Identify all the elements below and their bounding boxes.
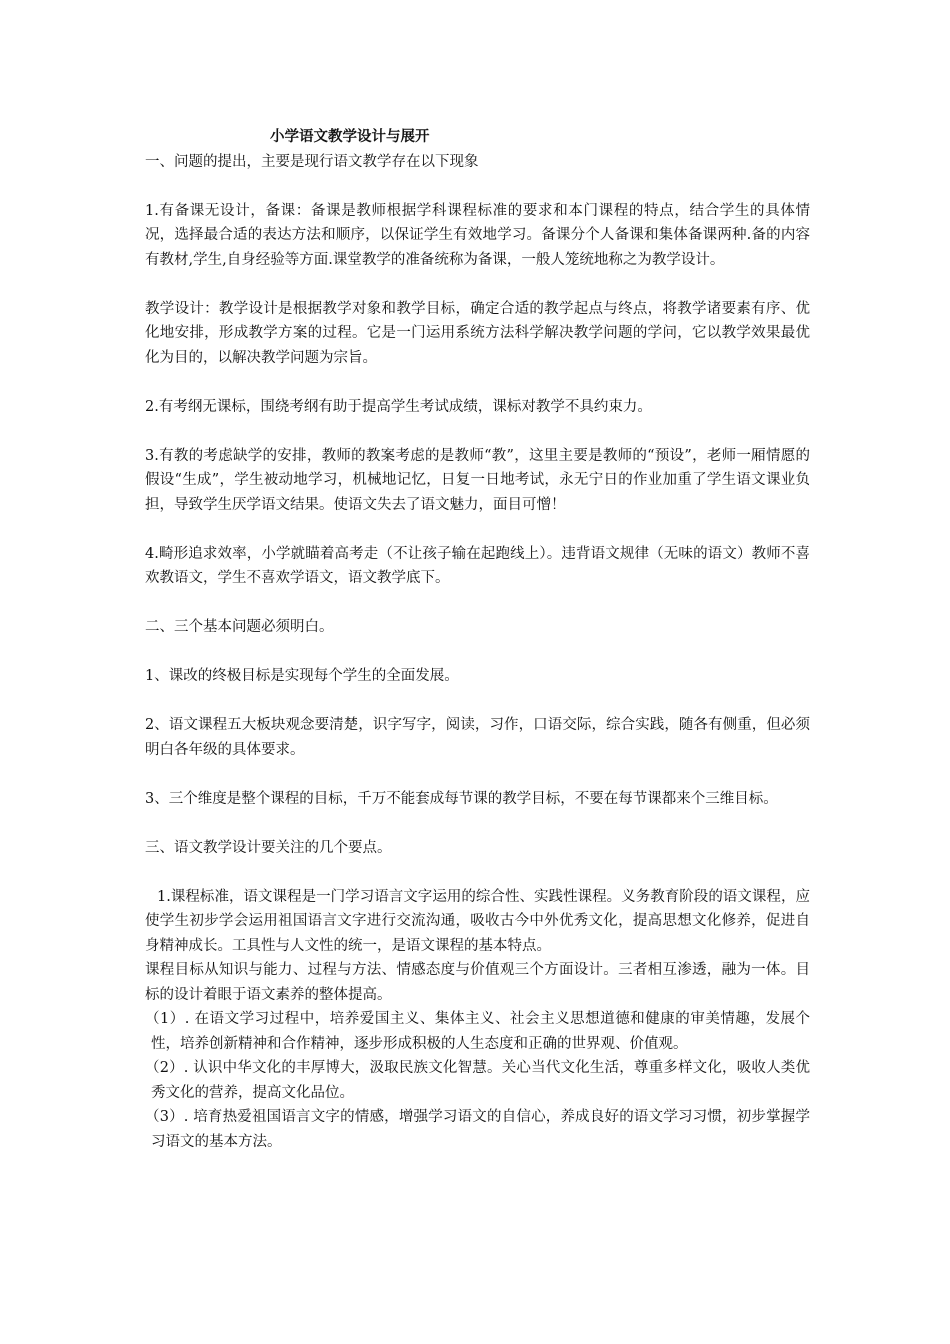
list-item-goal-3: （3）. 培育热爱祖国语言文字的情感，增强学习语文的自信心，养成良好的语文学习习惯，初步掌握学习语文的基本方法。 (145, 1109, 810, 1150)
document-title: 小学语文教学设计与展开 (270, 128, 430, 145)
list-item-goal-2: （2）. 认识中华文化的丰厚博大，汲取民族文化智慧。关心当代文化生活，尊重多样文化，吸收人类优秀文化的营养，提高文化品位。 (145, 1060, 810, 1101)
paragraph-ultimate-goal: 1、课改的终极目标是实现每个学生的全面发展。 (145, 668, 459, 684)
paragraph-teaching-design: 教学设计：教学设计是根据教学对象和教学目标，确定合适的教学起点与终点，将教学诸要素有序、优化地安排，形成教学方案的过程。它是一门运用系统方法科学解决教学问题的学问，它以教学效果最优化为目的，以解决教学问题为宗旨。 (145, 300, 810, 366)
section-heading-1: 一、问题的提出，主要是现行语文教学存在以下现象 (145, 153, 479, 170)
section-heading-2: 二、三个基本问题必须明白。 (145, 619, 334, 635)
paragraph-five-sections: 2、语文课程五大板块观念要清楚，识字写字，阅读，习作，口语交际，综合实践，随各有侧重，但必须明白各年级的具体要求。 (145, 717, 810, 758)
paragraph-lesson-prep: 1.有备课无设计，备课：备课是教师根据学科课程标准的要求和本门课程的特点，结合学生的具体情况，选择最合适的表达方法和顺序，以保证学生有效地学习。备课分个人备课和集体备课两种.备的内容有教材,学生,自身经验等方面.课堂教学的准备统称为备课，一般人笼统地称之为教学设计。 (145, 202, 810, 268)
section-heading-3: 三、语文教学设计要关注的几个要点。 (145, 839, 392, 856)
paragraph-efficiency: 4.畸形追求效率，小学就瞄着高考走（不让孩子输在起跑线上）。违背语文规律（无味的语文）教师不喜欢教语文，学生不喜欢学语文，语文教学底下。 (145, 545, 810, 586)
list-item-goal-1: （1）. 在语文学习过程中，培养爱国主义、集体主义、社会主义思想道德和健康的审美情趣，发展个性，培养创新精神和合作精神，逐步形成积极的人生态度和正确的世界观、价值观。 (145, 1011, 810, 1052)
paragraph-curriculum-standard: 1.课程标准，语文课程是一门学习语言文字运用的综合性、实践性课程。义务教育阶段的语文课程，应使学生初步学会运用祖国语言文字进行交流沟通，吸收古今中外优秀文化，提高思想文化修养，促进自身精神成长。工具性与人文性的统一，是语文课程的基本特点。 (145, 888, 810, 954)
paragraph-teaching-arrangement: 3.有教的考虑缺学的安排，教师的教案考虑的是教师“教”，这里主要是教师的“预设”，老师一厢情愿的假设“生成”，学生被动地学习，机械地记忆，日复一日地考试，永无宁日的作业加重了学生语文课业负担，导致学生厌学语文结果。使语文失去了语文魅力，面目可憎！ (145, 447, 810, 513)
paragraph-exam-outline: 2.有考纲无课标，围绕考纲有助于提高学生考试成绩，课标对教学不具约束力。 (145, 398, 652, 415)
paragraph-curriculum-goals: 课程目标从知识与能力、过程与方法、情感态度与价值观三个方面设计。三者相互渗透，融为一体。目标的设计着眼于语文素养的整体提高。 (145, 962, 810, 1003)
paragraph-three-dimensions: 3、三个维度是整个课程的目标，千万不能套成每节课的教学目标，不要在每节课都来个三维目标。 (145, 790, 778, 807)
document-body (145, 125, 810, 1154)
